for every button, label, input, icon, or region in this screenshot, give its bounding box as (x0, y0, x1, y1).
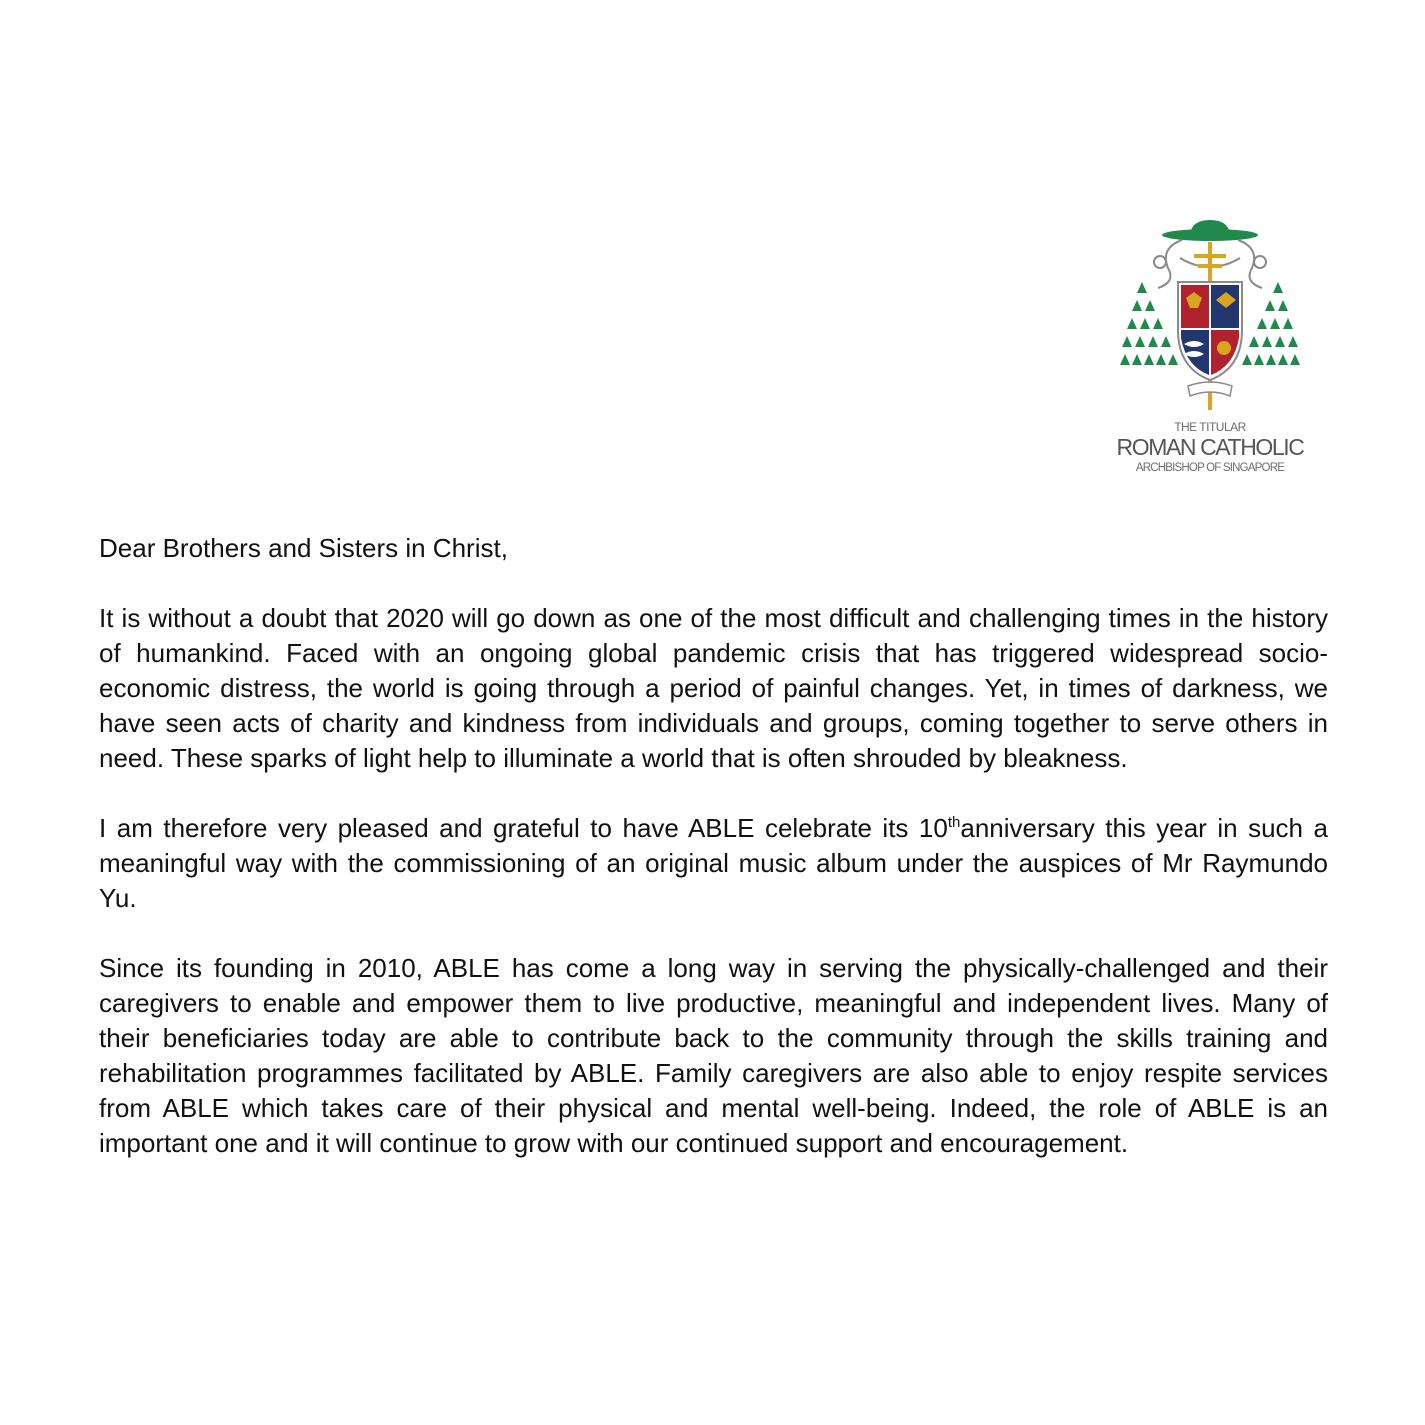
paragraph-3: Since its founding in 2010, ABLE has come a long way in serving the physically-challenged and their caregivers to enable and empower them to live productive, meaningful and independent lives. Many of their beneficiaries today are able to contribute back to the community through the skills training and rehabilitation programmes facilitated by ABLE. Family caregivers are also able to enjoy respite services from ABLE which takes care of their physical and mental well-being. Indeed, the role of ABLE is an important one and it will continue to grow with our continued support and encouragement. (99, 953, 1328, 1158)
letter-body (99, 531, 1328, 1196)
paragraph-2 (99, 811, 1328, 916)
paragraph-2-text-start: I am therefore very pleased and grateful to have ABLE celebrate its 10 (99, 813, 948, 843)
letterhead-subtitle: THE TITULAR (1174, 420, 1246, 434)
ordinal-suffix: th (947, 814, 961, 831)
letterhead-office: ARCHBISHOP OF SINGAPORE (1135, 462, 1285, 474)
letterhead (1098, 218, 1322, 480)
paragraph-1: It is without a doubt that 2020 will go down as one of the most difficult and challenging times in the history of humankind. Faced with an ongoing global pandemic crisis that has triggered widespread socio-economic distress, the world is going through a period of painful changes. Yet, in times of darkness, we have seen acts of charity and kindness from individuals and groups, coming together to serve others in need. These sparks of light help to illuminate a world that is often shrouded by bleakness. (99, 603, 1328, 773)
coat-of-arms-icon (1120, 218, 1300, 414)
salutation: Dear Brothers and Sisters in Christ, (99, 533, 508, 563)
letterhead-title: ROMAN CATHOLIC (1116, 434, 1304, 460)
paragraph-2-text-end: anniversary this year in such a meaningful way with the commissioning of an original music album under the auspices of Mr Raymundo Yu. (99, 813, 1328, 913)
